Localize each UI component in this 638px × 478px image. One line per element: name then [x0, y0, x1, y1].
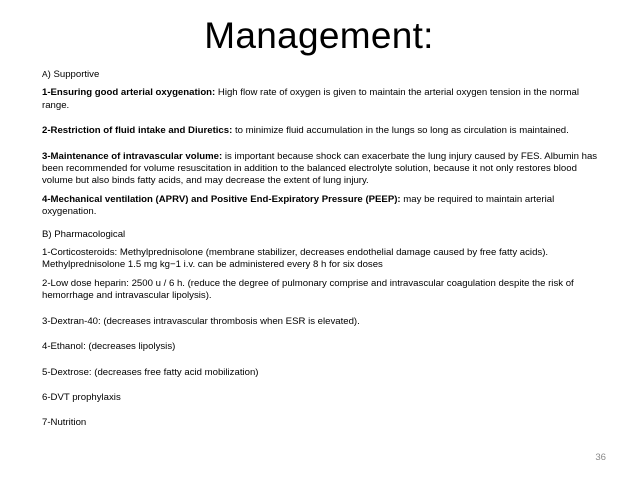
pharmacological-item-5: 5-Dextrose: (decreases free fatty acid mobilization) — [42, 366, 259, 378]
section-a-heading — [42, 68, 607, 81]
supportive-item-4-text: may be required to maintain arterial oxygenation. — [42, 193, 555, 218]
supportive-item-3 — [42, 151, 607, 188]
pharmacological-item-2: 2-Low dose heparin: 2500 u / 6 h. (reduce the degree of pulmonary comprise and intravascular coagulation despite the risk of hemorrhage and intravascular lipolysis). — [42, 277, 574, 302]
pharmacological-item-6: 6-DVT prophylaxis — [42, 391, 121, 403]
pharmacological-item-1: 1-Corticosteroids: Methylprednisolone (membrane stabilizer, decreases endothelial damage caused by free fatty acids). Methylprednisolone 1.5 mg kg−1 i.v. can be administered every 8 h for six doses — [42, 247, 549, 271]
section-a-letter: A — [42, 69, 48, 79]
slide-title: Management: — [204, 15, 434, 56]
pharmacological-item-7: 7-Nutrition — [42, 417, 87, 429]
supportive-item-2-title: 2-Restriction of fluid intake and Diuretics: — [42, 125, 233, 137]
supportive-item-2-text: to minimize fluid accumulation in the lungs so long as circulation is maintained. — [232, 125, 569, 137]
supportive-item-2 — [42, 125, 607, 137]
page-number: 36 — [595, 452, 606, 463]
supportive-item-3-text: is important because shock can exacerbate the lung injury caused by FES. Albumin has been recommended for volume resuscitation in addition to the balanced electrolyte solution, because it not only restores blood volume but also binds fatty acids, and may decrease the extent of lung injury. — [42, 150, 598, 187]
supportive-item-1-title: 1-Ensuring good arterial oxygenation: — [42, 87, 216, 99]
supportive-item-3-title: 3-Maintenance of intravascular volume: — [42, 150, 223, 162]
supportive-item-4-title: 4-Mechanical ventilation (APRV) and Positive End-Expiratory Pressure (PEEP): — [42, 193, 401, 205]
supportive-item-4 — [42, 194, 607, 219]
pharmacological-item-4: 4-Ethanol: (decreases lipolysis) — [42, 341, 176, 353]
supportive-item-1 — [42, 87, 607, 112]
pharmacological-item-3: 3-Dextran-40: (decreases intravascular thrombosis when ESR is elevated). — [42, 315, 360, 327]
supportive-item-1-text: High flow rate of oxygen is given to maintain the arterial oxygen tension in the normal range. — [42, 87, 579, 111]
section-b-heading: B) Pharmacological — [42, 228, 126, 240]
section-a-title: ) Supportive — [47, 69, 100, 80]
slide-body — [42, 68, 607, 430]
